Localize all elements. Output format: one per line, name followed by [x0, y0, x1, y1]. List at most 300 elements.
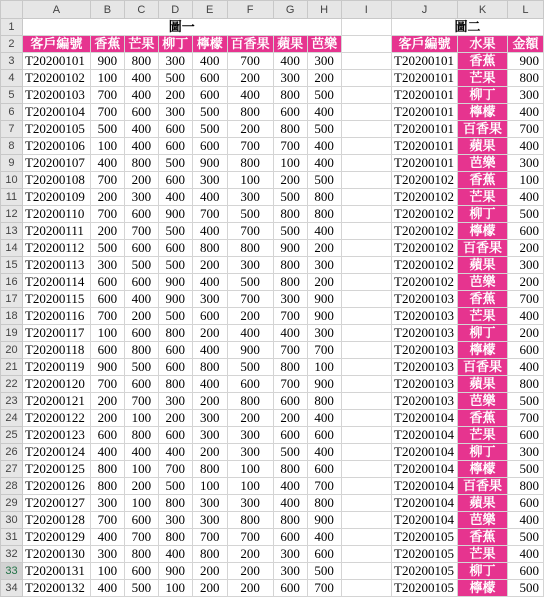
table2-amount-cell[interactable]: 600 [507, 427, 543, 444]
table2-customer-id-cell[interactable]: T20200102 [392, 189, 458, 206]
table1-value-cell[interactable]: 800 [124, 427, 158, 444]
cell[interactable] [341, 36, 391, 53]
row-header[interactable]: 27 [1, 461, 23, 478]
table1-value-cell[interactable]: 600 [124, 512, 158, 529]
table1-value-cell[interactable]: 800 [227, 155, 273, 172]
row-header[interactable]: 5 [1, 87, 23, 104]
table1-value-cell[interactable]: 800 [307, 495, 341, 512]
table1-customer-id-cell[interactable]: T20200132 [22, 580, 90, 597]
table2-fruit-cell[interactable]: 檸檬 [458, 342, 508, 359]
table1-value-cell[interactable]: 700 [124, 529, 158, 546]
table1-value-cell[interactable]: 300 [124, 189, 158, 206]
table1-customer-id-cell[interactable]: T20200107 [22, 155, 90, 172]
table2-amount-cell[interactable]: 800 [507, 478, 543, 495]
table1-value-cell[interactable]: 600 [90, 291, 124, 308]
table1-value-cell[interactable]: 800 [158, 376, 192, 393]
table2-amount-cell[interactable]: 300 [507, 257, 543, 274]
table1-value-cell[interactable]: 300 [307, 53, 341, 70]
table2-fruit-cell[interactable]: 百香果 [458, 478, 508, 495]
row-header[interactable]: 2 [1, 36, 23, 53]
table1-value-cell[interactable]: 800 [192, 240, 227, 257]
table2-customer-id-cell[interactable]: T20200102 [392, 274, 458, 291]
table1-value-cell[interactable]: 700 [124, 223, 158, 240]
table1-value-cell[interactable]: 400 [273, 325, 307, 342]
table1-value-cell[interactable]: 600 [158, 172, 192, 189]
table2-customer-id-cell[interactable]: T20200103 [392, 291, 458, 308]
cell[interactable] [341, 155, 391, 172]
table2-fruit-cell[interactable]: 芒果 [458, 189, 508, 206]
cell[interactable] [341, 512, 391, 529]
table1-value-cell[interactable]: 600 [158, 359, 192, 376]
table1-value-cell[interactable]: 300 [227, 495, 273, 512]
table1-value-cell[interactable]: 800 [124, 546, 158, 563]
table2-amount-cell[interactable]: 200 [507, 240, 543, 257]
table1-header-cell[interactable]: 芒果 [124, 36, 158, 53]
table2-customer-id-cell[interactable]: T20200104 [392, 427, 458, 444]
table2-customer-id-cell[interactable]: T20200101 [392, 53, 458, 70]
table1-value-cell[interactable]: 700 [227, 223, 273, 240]
table2-amount-cell[interactable]: 700 [507, 291, 543, 308]
table1-value-cell[interactable]: 200 [273, 172, 307, 189]
table1-value-cell[interactable]: 700 [307, 478, 341, 495]
table1-value-cell[interactable]: 600 [227, 376, 273, 393]
table2-customer-id-cell[interactable]: T20200102 [392, 206, 458, 223]
table2-amount-cell[interactable]: 500 [507, 580, 543, 597]
table1-value-cell[interactable]: 300 [158, 393, 192, 410]
table1-value-cell[interactable]: 200 [273, 410, 307, 427]
table2-fruit-cell[interactable]: 柳丁 [458, 325, 508, 342]
table1-value-cell[interactable]: 200 [192, 325, 227, 342]
table1-value-cell[interactable]: 100 [90, 563, 124, 580]
column-header-F[interactable]: F [227, 1, 273, 19]
table1-value-cell[interactable]: 600 [158, 121, 192, 138]
table2-amount-cell[interactable]: 400 [507, 512, 543, 529]
table1-value-cell[interactable]: 700 [307, 342, 341, 359]
table1-customer-id-cell[interactable]: T20200103 [22, 87, 90, 104]
table1-value-cell[interactable]: 700 [192, 206, 227, 223]
column-header-H[interactable]: H [307, 1, 341, 19]
table1-customer-id-cell[interactable]: T20200112 [22, 240, 90, 257]
table2-fruit-cell[interactable]: 芒果 [458, 70, 508, 87]
table1-value-cell[interactable]: 600 [192, 138, 227, 155]
table2-customer-id-cell[interactable]: T20200105 [392, 580, 458, 597]
table2-customer-id-cell[interactable]: T20200105 [392, 563, 458, 580]
table1-customer-id-cell[interactable]: T20200106 [22, 138, 90, 155]
table2-fruit-cell[interactable]: 柳丁 [458, 563, 508, 580]
table1-value-cell[interactable]: 500 [158, 70, 192, 87]
table1-value-cell[interactable]: 200 [227, 546, 273, 563]
table2-customer-id-cell[interactable]: T20200102 [392, 223, 458, 240]
table1-title[interactable]: 圖一 [22, 19, 341, 36]
table2-customer-id-cell[interactable]: T20200101 [392, 121, 458, 138]
table1-value-cell[interactable]: 900 [307, 512, 341, 529]
table1-value-cell[interactable]: 100 [124, 410, 158, 427]
table1-value-cell[interactable]: 300 [158, 53, 192, 70]
table1-value-cell[interactable]: 600 [307, 461, 341, 478]
row-header[interactable]: 7 [1, 121, 23, 138]
table1-value-cell[interactable]: 200 [192, 444, 227, 461]
table1-value-cell[interactable]: 800 [273, 274, 307, 291]
table1-value-cell[interactable]: 700 [273, 376, 307, 393]
table1-value-cell[interactable]: 200 [307, 274, 341, 291]
column-header-D[interactable]: D [158, 1, 192, 19]
table2-amount-cell[interactable]: 900 [507, 53, 543, 70]
table1-value-cell[interactable]: 400 [90, 155, 124, 172]
table2-header-cell[interactable]: 客戶編號 [392, 36, 458, 53]
table1-value-cell[interactable]: 600 [273, 529, 307, 546]
table1-value-cell[interactable]: 700 [90, 376, 124, 393]
row-header[interactable]: 19 [1, 325, 23, 342]
table2-fruit-cell[interactable]: 芒果 [458, 427, 508, 444]
table1-value-cell[interactable]: 800 [307, 189, 341, 206]
table1-value-cell[interactable]: 300 [273, 546, 307, 563]
table1-value-cell[interactable]: 700 [158, 461, 192, 478]
table2-fruit-cell[interactable]: 芒果 [458, 546, 508, 563]
cell[interactable] [341, 308, 391, 325]
cell[interactable] [341, 427, 391, 444]
table1-customer-id-cell[interactable]: T20200117 [22, 325, 90, 342]
table1-customer-id-cell[interactable]: T20200126 [22, 478, 90, 495]
table1-value-cell[interactable]: 500 [158, 223, 192, 240]
table1-value-cell[interactable]: 500 [227, 274, 273, 291]
table1-header-cell[interactable]: 客戶編號 [22, 36, 90, 53]
table1-value-cell[interactable]: 100 [227, 478, 273, 495]
table1-value-cell[interactable]: 200 [227, 410, 273, 427]
table1-value-cell[interactable]: 100 [90, 70, 124, 87]
table2-amount-cell[interactable]: 500 [507, 529, 543, 546]
row-header[interactable]: 34 [1, 580, 23, 597]
table1-customer-id-cell[interactable]: T20200122 [22, 410, 90, 427]
cell[interactable] [341, 53, 391, 70]
table1-value-cell[interactable]: 800 [158, 529, 192, 546]
cell[interactable] [341, 359, 391, 376]
table1-value-cell[interactable]: 500 [158, 155, 192, 172]
table1-customer-id-cell[interactable]: T20200131 [22, 563, 90, 580]
table1-value-cell[interactable]: 500 [273, 444, 307, 461]
table1-value-cell[interactable]: 200 [227, 563, 273, 580]
table1-value-cell[interactable]: 200 [227, 580, 273, 597]
table1-value-cell[interactable]: 100 [90, 138, 124, 155]
table1-value-cell[interactable]: 400 [90, 580, 124, 597]
table2-customer-id-cell[interactable]: T20200104 [392, 461, 458, 478]
table1-value-cell[interactable]: 800 [90, 461, 124, 478]
table1-value-cell[interactable]: 400 [273, 53, 307, 70]
column-header-L[interactable]: L [507, 1, 543, 19]
table1-value-cell[interactable]: 600 [124, 274, 158, 291]
table1-value-cell[interactable]: 400 [307, 223, 341, 240]
table2-fruit-cell[interactable]: 芭樂 [458, 512, 508, 529]
table2-amount-cell[interactable]: 600 [507, 342, 543, 359]
table1-value-cell[interactable]: 400 [124, 138, 158, 155]
table2-customer-id-cell[interactable]: T20200103 [392, 325, 458, 342]
table1-value-cell[interactable]: 800 [124, 155, 158, 172]
table2-customer-id-cell[interactable]: T20200104 [392, 478, 458, 495]
cell[interactable] [341, 546, 391, 563]
table1-value-cell[interactable]: 400 [273, 478, 307, 495]
table2-fruit-cell[interactable]: 芒果 [458, 308, 508, 325]
cell[interactable] [341, 325, 391, 342]
table1-value-cell[interactable]: 300 [273, 563, 307, 580]
table1-value-cell[interactable]: 600 [90, 274, 124, 291]
table1-value-cell[interactable]: 800 [192, 461, 227, 478]
table2-header-cell[interactable]: 金額 [507, 36, 543, 53]
table1-value-cell[interactable]: 400 [227, 325, 273, 342]
row-header[interactable]: 15 [1, 257, 23, 274]
table1-value-cell[interactable]: 200 [227, 121, 273, 138]
table1-value-cell[interactable]: 400 [124, 444, 158, 461]
table1-value-cell[interactable]: 400 [307, 104, 341, 121]
row-header[interactable]: 3 [1, 53, 23, 70]
table1-value-cell[interactable]: 900 [307, 308, 341, 325]
table1-value-cell[interactable]: 900 [227, 342, 273, 359]
table1-value-cell[interactable]: 800 [273, 121, 307, 138]
table1-value-cell[interactable]: 200 [307, 70, 341, 87]
table1-value-cell[interactable]: 900 [273, 240, 307, 257]
table1-customer-id-cell[interactable]: T20200123 [22, 427, 90, 444]
table2-amount-cell[interactable]: 400 [507, 359, 543, 376]
table2-customer-id-cell[interactable]: T20200102 [392, 172, 458, 189]
table1-value-cell[interactable]: 500 [307, 172, 341, 189]
table2-customer-id-cell[interactable]: T20200101 [392, 138, 458, 155]
table2-fruit-cell[interactable]: 蘋果 [458, 257, 508, 274]
table2-fruit-cell[interactable]: 香蕉 [458, 291, 508, 308]
table1-customer-id-cell[interactable]: T20200124 [22, 444, 90, 461]
table1-value-cell[interactable]: 300 [192, 427, 227, 444]
cell[interactable] [341, 274, 391, 291]
table1-customer-id-cell[interactable]: T20200125 [22, 461, 90, 478]
table1-customer-id-cell[interactable]: T20200116 [22, 308, 90, 325]
table1-value-cell[interactable]: 300 [227, 444, 273, 461]
table1-customer-id-cell[interactable]: T20200130 [22, 546, 90, 563]
row-header[interactable]: 13 [1, 223, 23, 240]
table1-value-cell[interactable]: 900 [192, 155, 227, 172]
table1-value-cell[interactable]: 200 [227, 70, 273, 87]
table1-value-cell[interactable]: 100 [158, 580, 192, 597]
table1-value-cell[interactable]: 600 [158, 427, 192, 444]
table1-value-cell[interactable]: 700 [273, 138, 307, 155]
table2-amount-cell[interactable]: 500 [507, 393, 543, 410]
select-all-corner[interactable] [1, 1, 23, 19]
table1-value-cell[interactable]: 300 [273, 70, 307, 87]
row-header[interactable]: 28 [1, 478, 23, 495]
table1-value-cell[interactable]: 500 [158, 257, 192, 274]
table1-customer-id-cell[interactable]: T20200108 [22, 172, 90, 189]
column-header-B[interactable]: B [90, 1, 124, 19]
column-header-C[interactable]: C [124, 1, 158, 19]
table1-value-cell[interactable]: 300 [158, 512, 192, 529]
table1-value-cell[interactable]: 100 [227, 461, 273, 478]
table1-value-cell[interactable]: 200 [124, 172, 158, 189]
table1-value-cell[interactable]: 700 [227, 291, 273, 308]
table1-customer-id-cell[interactable]: T20200120 [22, 376, 90, 393]
table1-value-cell[interactable]: 600 [124, 206, 158, 223]
table1-value-cell[interactable]: 700 [273, 308, 307, 325]
table2-amount-cell[interactable]: 300 [507, 155, 543, 172]
table1-value-cell[interactable]: 100 [273, 155, 307, 172]
table1-value-cell[interactable]: 800 [90, 478, 124, 495]
table1-customer-id-cell[interactable]: T20200101 [22, 53, 90, 70]
table1-customer-id-cell[interactable]: T20200109 [22, 189, 90, 206]
table2-customer-id-cell[interactable]: T20200105 [392, 529, 458, 546]
table1-value-cell[interactable]: 200 [158, 410, 192, 427]
table1-customer-id-cell[interactable]: T20200115 [22, 291, 90, 308]
table1-value-cell[interactable]: 100 [307, 359, 341, 376]
table1-value-cell[interactable]: 500 [124, 580, 158, 597]
table1-value-cell[interactable]: 500 [90, 121, 124, 138]
table2-fruit-cell[interactable]: 檸檬 [458, 580, 508, 597]
table2-fruit-cell[interactable]: 香蕉 [458, 53, 508, 70]
table2-amount-cell[interactable]: 400 [507, 308, 543, 325]
row-header[interactable]: 12 [1, 206, 23, 223]
table1-value-cell[interactable]: 500 [124, 257, 158, 274]
table1-value-cell[interactable]: 400 [124, 70, 158, 87]
table1-value-cell[interactable]: 600 [124, 376, 158, 393]
table1-value-cell[interactable]: 800 [124, 342, 158, 359]
table2-customer-id-cell[interactable]: T20200102 [392, 257, 458, 274]
table1-value-cell[interactable]: 400 [90, 529, 124, 546]
table1-value-cell[interactable]: 300 [90, 495, 124, 512]
table1-value-cell[interactable]: 900 [90, 53, 124, 70]
table2-customer-id-cell[interactable]: T20200104 [392, 410, 458, 427]
table1-value-cell[interactable]: 700 [90, 172, 124, 189]
table1-customer-id-cell[interactable]: T20200113 [22, 257, 90, 274]
table1-value-cell[interactable]: 600 [158, 138, 192, 155]
row-header[interactable]: 24 [1, 410, 23, 427]
table2-fruit-cell[interactable]: 芭樂 [458, 155, 508, 172]
table2-amount-cell[interactable]: 300 [507, 87, 543, 104]
cell[interactable] [341, 206, 391, 223]
table2-fruit-cell[interactable]: 香蕉 [458, 529, 508, 546]
table2-fruit-cell[interactable]: 蘋果 [458, 138, 508, 155]
row-header[interactable]: 23 [1, 393, 23, 410]
table1-customer-id-cell[interactable]: T20200110 [22, 206, 90, 223]
table1-value-cell[interactable]: 300 [273, 291, 307, 308]
table1-customer-id-cell[interactable]: T20200128 [22, 512, 90, 529]
table1-value-cell[interactable]: 200 [192, 393, 227, 410]
row-header[interactable]: 26 [1, 444, 23, 461]
table1-value-cell[interactable]: 700 [90, 308, 124, 325]
table1-value-cell[interactable]: 100 [90, 325, 124, 342]
table1-value-cell[interactable]: 200 [158, 87, 192, 104]
table2-header-cell[interactable]: 水果 [458, 36, 508, 53]
table1-value-cell[interactable]: 300 [307, 325, 341, 342]
table1-value-cell[interactable]: 100 [124, 495, 158, 512]
table2-amount-cell[interactable]: 400 [507, 546, 543, 563]
row-header[interactable]: 20 [1, 342, 23, 359]
cell[interactable] [341, 410, 391, 427]
table2-customer-id-cell[interactable]: T20200105 [392, 546, 458, 563]
table1-value-cell[interactable]: 900 [158, 563, 192, 580]
table1-value-cell[interactable]: 700 [124, 393, 158, 410]
cell[interactable] [341, 189, 391, 206]
cell[interactable] [341, 121, 391, 138]
table1-value-cell[interactable]: 200 [90, 189, 124, 206]
table1-value-cell[interactable]: 600 [158, 240, 192, 257]
table2-fruit-cell[interactable]: 檸檬 [458, 461, 508, 478]
table1-value-cell[interactable]: 900 [90, 359, 124, 376]
table2-fruit-cell[interactable]: 蘋果 [458, 376, 508, 393]
table1-value-cell[interactable]: 600 [90, 342, 124, 359]
table1-value-cell[interactable]: 200 [307, 240, 341, 257]
table1-value-cell[interactable]: 100 [192, 478, 227, 495]
table1-value-cell[interactable]: 200 [124, 478, 158, 495]
table2-fruit-cell[interactable]: 百香果 [458, 240, 508, 257]
column-header-I[interactable]: I [341, 1, 391, 19]
cell[interactable] [341, 240, 391, 257]
cell[interactable] [341, 478, 391, 495]
table2-amount-cell[interactable]: 600 [507, 495, 543, 512]
cell[interactable] [341, 223, 391, 240]
row-header[interactable]: 25 [1, 427, 23, 444]
table1-header-cell[interactable]: 檸檬 [192, 36, 227, 53]
row-header[interactable]: 4 [1, 70, 23, 87]
row-header[interactable]: 30 [1, 512, 23, 529]
table1-value-cell[interactable]: 600 [307, 427, 341, 444]
table1-value-cell[interactable]: 300 [192, 495, 227, 512]
table1-value-cell[interactable]: 400 [192, 376, 227, 393]
column-header-G[interactable]: G [273, 1, 307, 19]
table1-value-cell[interactable]: 300 [227, 257, 273, 274]
table1-value-cell[interactable]: 800 [273, 206, 307, 223]
table1-value-cell[interactable]: 800 [273, 87, 307, 104]
cell[interactable] [341, 87, 391, 104]
table1-value-cell[interactable]: 400 [227, 87, 273, 104]
table1-value-cell[interactable]: 200 [124, 308, 158, 325]
table1-value-cell[interactable]: 400 [158, 546, 192, 563]
table2-fruit-cell[interactable]: 檸檬 [458, 104, 508, 121]
table1-value-cell[interactable]: 600 [192, 70, 227, 87]
table1-value-cell[interactable]: 500 [227, 206, 273, 223]
table2-fruit-cell[interactable]: 芭樂 [458, 274, 508, 291]
row-header[interactable]: 1 [1, 19, 23, 36]
table1-customer-id-cell[interactable]: T20200111 [22, 223, 90, 240]
table1-value-cell[interactable]: 300 [227, 427, 273, 444]
table1-value-cell[interactable]: 300 [192, 291, 227, 308]
table2-fruit-cell[interactable]: 柳丁 [458, 206, 508, 223]
table1-header-cell[interactable]: 柳丁 [158, 36, 192, 53]
table2-customer-id-cell[interactable]: T20200101 [392, 104, 458, 121]
cell[interactable] [341, 580, 391, 597]
row-header[interactable]: 8 [1, 138, 23, 155]
table1-header-cell[interactable]: 芭樂 [307, 36, 341, 53]
table1-value-cell[interactable]: 800 [227, 393, 273, 410]
table1-value-cell[interactable]: 700 [90, 512, 124, 529]
table1-value-cell[interactable]: 400 [307, 444, 341, 461]
table1-value-cell[interactable]: 600 [273, 580, 307, 597]
table1-customer-id-cell[interactable]: T20200105 [22, 121, 90, 138]
cell[interactable] [341, 104, 391, 121]
table1-value-cell[interactable]: 100 [124, 461, 158, 478]
cell[interactable] [341, 138, 391, 155]
table2-amount-cell[interactable]: 400 [507, 138, 543, 155]
table2-customer-id-cell[interactable]: T20200104 [392, 495, 458, 512]
table1-value-cell[interactable]: 800 [273, 461, 307, 478]
table1-value-cell[interactable]: 400 [192, 189, 227, 206]
table1-value-cell[interactable]: 300 [90, 257, 124, 274]
table1-value-cell[interactable]: 400 [158, 444, 192, 461]
row-header[interactable]: 21 [1, 359, 23, 376]
table1-customer-id-cell[interactable]: T20200102 [22, 70, 90, 87]
table1-value-cell[interactable]: 600 [124, 104, 158, 121]
table2-amount-cell[interactable]: 600 [507, 223, 543, 240]
cell[interactable] [341, 461, 391, 478]
table1-value-cell[interactable]: 700 [90, 104, 124, 121]
table1-customer-id-cell[interactable]: T20200121 [22, 393, 90, 410]
table1-value-cell[interactable]: 600 [124, 325, 158, 342]
row-header[interactable]: 29 [1, 495, 23, 512]
table1-value-cell[interactable]: 600 [124, 240, 158, 257]
table1-value-cell[interactable]: 800 [307, 206, 341, 223]
